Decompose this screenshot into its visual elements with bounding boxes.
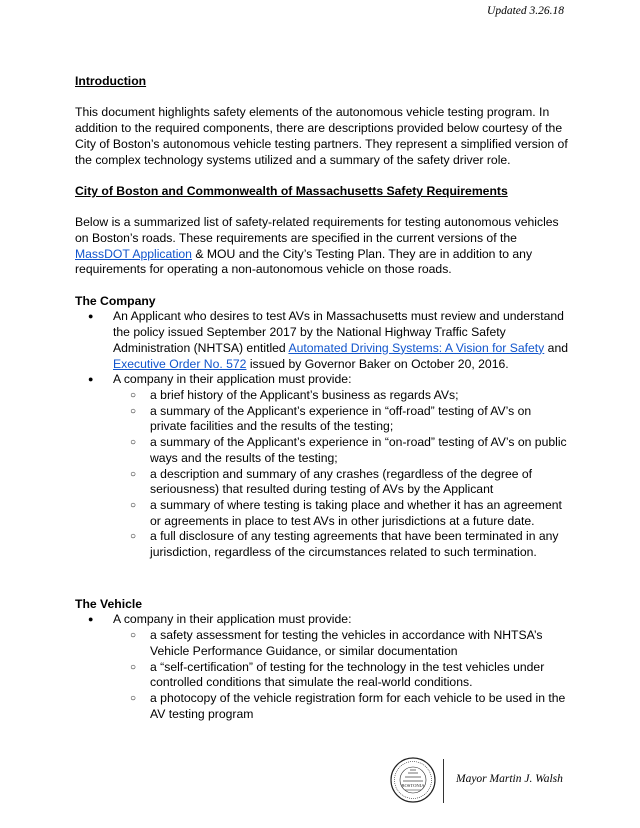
seal-text: BOSTONIA [401,783,425,788]
updated-date: Updated 3.26.18 [487,5,564,17]
footer-divider [443,759,444,803]
requirements-paragraph [75,215,570,278]
executive-order-link[interactable]: Executive Order No. 572 [113,356,247,371]
vehicle-sublist [75,628,570,722]
list-item [75,612,570,628]
list-item: ○ a summary of the Applicant’s experience in “off-road” testing of AV’s on private facilities and the results of the testing; [113,404,570,435]
city-seal-icon [390,757,436,803]
mayor-signature: Mayor Martin J. Walsh [456,773,563,785]
massdot-application-link[interactable]: MassDOT Application [75,246,192,261]
list-item: ○ a summary of where testing is taking place and whether it has an agreement or agreements in place to test AVs in other jurisdictions at a future date. [113,498,570,529]
company-bullet2-text: A company in their application must provide: [113,372,352,387]
vehicle-list [75,612,570,628]
company-sublist [75,388,570,561]
company-heading: The Company [75,293,156,308]
list-item: ○ a “self-certification” of testing for the technology in the test vehicles under controlled conditions that simulate the real-world conditions. [113,660,570,691]
company-bullet1-end: issued by Governor Baker on October 20, 2016. [246,356,509,371]
ads-vision-link[interactable]: Automated Driving Systems: A Vision for Safety [288,340,545,355]
document-body [75,74,570,722]
requirements-heading: City of Boston and Commonwealth of Massachusetts Safety Requirements [75,183,508,198]
intro-paragraph: This document highlights safety elements of the autonomous vehicle testing program. In addition to the required components, there are descriptions provided below courtesy of the City of Boston’s autonomous vehicle testing partners. They represent a simplified version of the complex technology systems utilized and a summary of the safety driver role. [75,105,568,167]
list-item: ○ a summary of the Applicant’s experience in “on-road” testing of AV’s on public ways and the results of the testing; [113,435,570,466]
list-item: ○ a full disclosure of any testing agreements that have been terminated in any jurisdiction, regardless of the circumstances related to such termination. [113,529,570,560]
list-item: ○ a photocopy of the vehicle registration form for each vehicle to be used in the AV testing program [113,691,570,722]
list-item [75,309,570,372]
list-item: ○ a safety assessment for testing the vehicles in accordance with NHTSA’s Vehicle Performance Guidance, or similar documentation [113,628,570,659]
vehicle-heading: The Vehicle [75,596,143,611]
footer [390,757,570,807]
list-item: ○ a brief history of the Applicant’s business as regards AVs; [113,388,570,404]
company-bullet1-text: An Applicant who desires to test AVs in Massachusetts must review and understand the policy issued September 2017 by the National Highway Traffic Safety Administration (NHTSA) entitled [113,309,564,355]
vehicle-bullet1-text: A company in their application must provide: [113,612,352,627]
company-bullet1-and: and [544,340,569,355]
list-item: ○ a description and summary of any crashes (regardless of the degree of seriousness) that resulted during testing of AVs by the Applicant [113,467,570,498]
intro-heading: Introduction [75,74,147,88]
list-item [75,372,570,388]
requirements-text-2: & MOU and the City’s Testing Plan. They are in addition to any requirements for operating a non-autonomous vehicle on those roads. [75,246,533,277]
company-list [75,309,570,388]
requirements-text-1: Below is a summarized list of safety-related requirements for testing autonomous vehicles on Boston’s roads. These requirements are specified in the current versions of the [75,215,559,245]
